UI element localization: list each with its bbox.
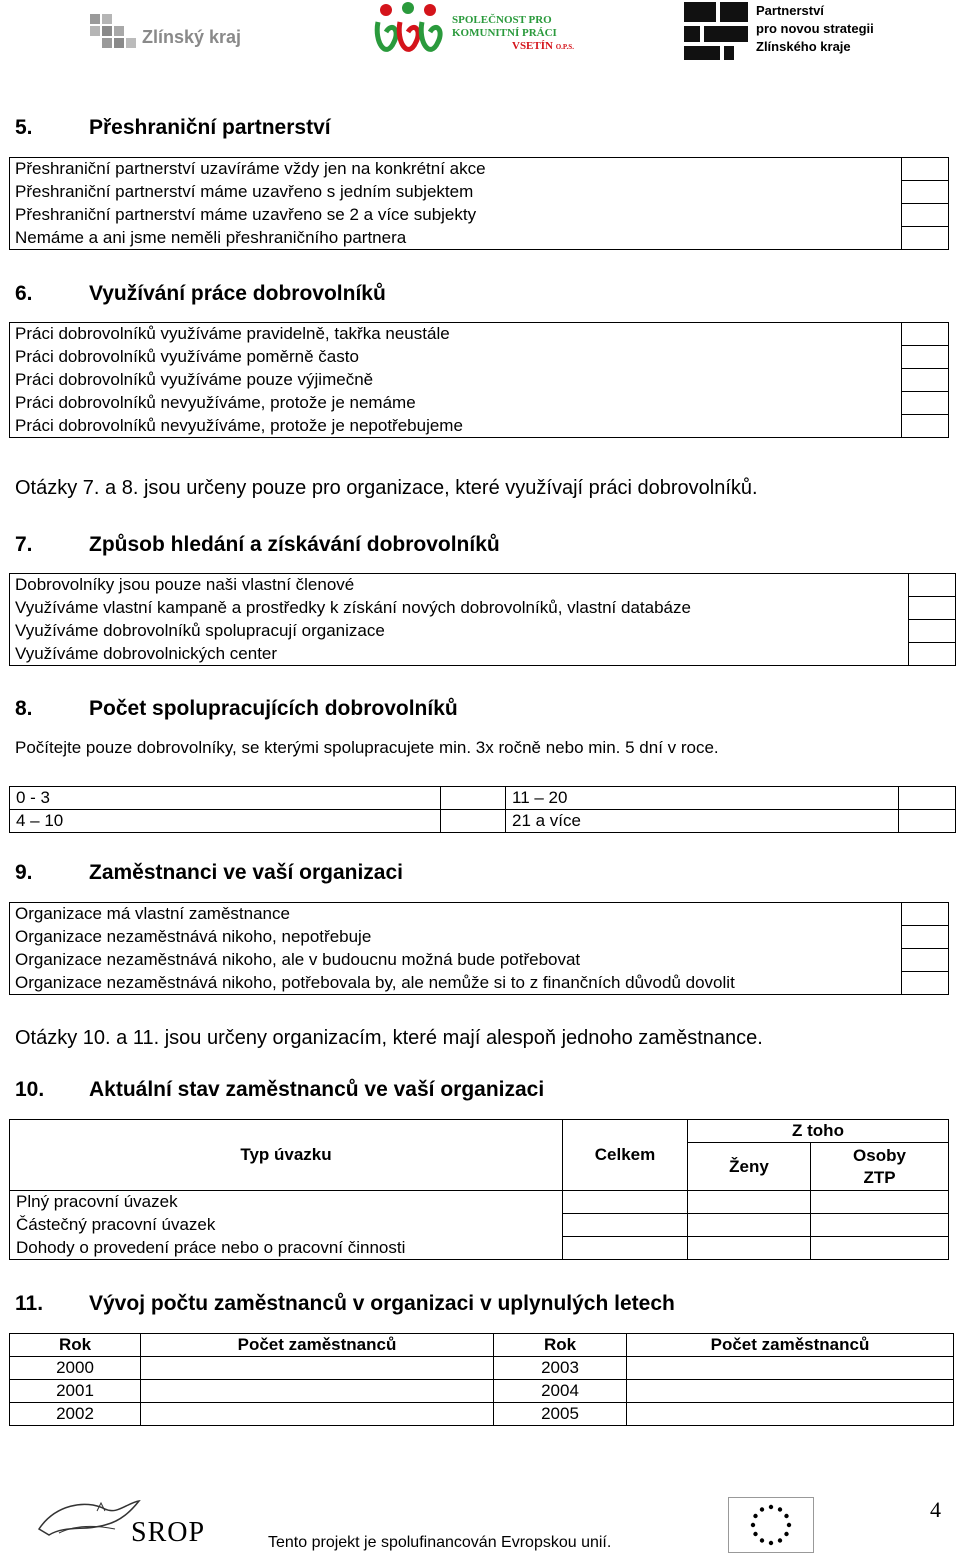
option-label: Organizace má vlastní zaměstnance <box>10 903 902 926</box>
year-cell: 2002 <box>10 1403 141 1426</box>
option-label: Přeshraniční partnerství uzavíráme vždy jen na konkrétní akce <box>10 158 902 181</box>
checkbox[interactable] <box>899 787 956 810</box>
option-label: Využíváme dobrovolnických center <box>10 643 909 666</box>
checkbox[interactable] <box>909 597 956 620</box>
section-8-note: Počítejte pouze dobrovolníky, se kterými spolupracujete min. 3x ročně nebo min. 5 dní v roce. <box>15 738 719 757</box>
col-ztp-line-1: Osoby <box>853 1145 906 1165</box>
cell-input[interactable] <box>563 1191 688 1214</box>
col-count-header: Počet zaměstnanců <box>141 1334 494 1357</box>
section-6-options <box>9 322 949 438</box>
partnerstvi-line-2: pro novou strategii <box>756 21 874 36</box>
checkbox[interactable] <box>909 643 956 666</box>
section-6-title: Využívání práce dobrovolníků <box>89 282 386 305</box>
checkbox[interactable] <box>902 204 949 227</box>
section-7-heading <box>15 533 500 557</box>
page-number: 4 <box>930 1497 941 1522</box>
range-label: 11 – 20 <box>506 787 899 810</box>
cell-input[interactable] <box>811 1214 949 1237</box>
checkbox[interactable] <box>902 181 949 204</box>
year-cell: 2001 <box>10 1380 141 1403</box>
section-10-number: 10. <box>15 1078 45 1101</box>
logo-line-4: O.P.S. <box>555 43 574 51</box>
option-label: Nemáme a ani jsme neměli přeshraničního partnera <box>10 227 902 250</box>
cell-input[interactable] <box>563 1214 688 1237</box>
partnerstvi-line-3: Zlínského kraje <box>756 39 851 54</box>
section-11-table <box>9 1333 954 1426</box>
row-label: Plný pracovní úvazek <box>10 1191 563 1214</box>
checkbox[interactable] <box>902 972 949 995</box>
option-label: Organizace nezaměstnává nikoho, ale v budoucnu možná bude potřebovat <box>10 949 902 972</box>
option-label: Přeshraniční partnerství máme uzavřeno se 2 a více subjekty <box>10 204 902 227</box>
col-ztp-header <box>811 1143 949 1191</box>
footer-text: Tento projekt je spolufinancován Evropskou unií. <box>268 1534 612 1551</box>
checkbox[interactable] <box>441 787 506 810</box>
section-10-table <box>9 1119 949 1260</box>
section-5-number: 5. <box>15 116 33 139</box>
section-11-heading <box>15 1292 675 1316</box>
srop-text: SROP <box>131 1517 206 1548</box>
section-11-number: 11. <box>15 1292 44 1315</box>
option-label: Organizace nezaměstnává nikoho, potřebovala by, ale nemůže si to z finančních důvodů dovolit <box>10 972 902 995</box>
option-label: Práci dobrovolníků využíváme pravidelně, takřka neustále <box>10 323 902 346</box>
checkbox[interactable] <box>902 369 949 392</box>
checkbox[interactable] <box>902 949 949 972</box>
section-8-table <box>9 786 956 833</box>
zlinsky-kraj-logo <box>90 12 240 52</box>
cell-input[interactable] <box>141 1403 494 1426</box>
partnerstvi-logo <box>684 2 904 62</box>
checkbox[interactable] <box>441 810 506 833</box>
section-7-title: Způsob hledání a získávání dobrovolníků <box>89 533 500 556</box>
cell-input[interactable] <box>141 1357 494 1380</box>
checkbox[interactable] <box>902 392 949 415</box>
section-8-number: 8. <box>15 697 33 720</box>
year-cell: 2000 <box>10 1357 141 1380</box>
option-label: Práci dobrovolníků nevyužíváme, protože je nepotřebujeme <box>10 415 902 438</box>
checkbox[interactable] <box>902 227 949 250</box>
logo-line-3: VSETÍN <box>512 40 553 52</box>
spolecnost-komunitni-prace-logo <box>372 2 587 68</box>
section-6-number: 6. <box>15 282 33 305</box>
cell-input[interactable] <box>688 1191 811 1214</box>
col-women-header: Ženy <box>688 1143 811 1191</box>
checkbox[interactable] <box>909 620 956 643</box>
cell-input[interactable] <box>627 1357 954 1380</box>
col-count-header: Počet zaměstnanců <box>627 1334 954 1357</box>
col-year-header: Rok <box>10 1334 141 1357</box>
year-cell: 2004 <box>494 1380 627 1403</box>
note-questions-10-11: Otázky 10. a 11. jsou určeny organizacím, které mají alespoň jednoho zaměstnance. <box>15 1027 763 1049</box>
option-label: Práci dobrovolníků využíváme pouze výjimečně <box>10 369 902 392</box>
col-type-header: Typ úvazku <box>10 1120 563 1191</box>
checkbox[interactable] <box>902 323 949 346</box>
col-ztp-line-2: ZTP <box>863 1167 896 1187</box>
option-label: Využíváme dobrovolníků spolupracují organizace <box>10 620 909 643</box>
checkbox[interactable] <box>902 415 949 438</box>
checkbox[interactable] <box>902 346 949 369</box>
option-label: Organizace nezaměstnává nikoho, nepotřebuje <box>10 926 902 949</box>
checkbox[interactable] <box>909 574 956 597</box>
srop-logo <box>35 1495 215 1553</box>
section-7-number: 7. <box>15 533 33 556</box>
checkbox[interactable] <box>902 926 949 949</box>
section-9-title: Zaměstnanci ve vaší organizaci <box>89 861 403 884</box>
option-label: Práci dobrovolníků nevyužíváme, protože je nemáme <box>10 392 902 415</box>
option-label: Přeshraniční partnerství máme uzavřeno s jedním subjektem <box>10 181 902 204</box>
row-label: Částečný pracovní úvazek <box>10 1214 563 1237</box>
cell-input[interactable] <box>627 1403 954 1426</box>
year-cell: 2003 <box>494 1357 627 1380</box>
eu-flag <box>728 1497 814 1553</box>
section-9-heading <box>15 861 403 885</box>
section-8-title: Počet spolupracujících dobrovolníků <box>89 697 458 720</box>
section-5-title: Přeshraniční partnerství <box>89 116 331 139</box>
section-10-title: Aktuální stav zaměstnanců ve vaší organizaci <box>89 1078 545 1101</box>
cell-input[interactable] <box>811 1191 949 1214</box>
section-9-number: 9. <box>15 861 33 884</box>
logo-line-1: SPOLEČNOST PRO <box>452 14 552 26</box>
cell-input[interactable] <box>627 1380 954 1403</box>
range-label: 0 - 3 <box>10 787 441 810</box>
checkbox[interactable] <box>902 158 949 181</box>
cell-input[interactable] <box>141 1380 494 1403</box>
col-year-header: Rok <box>494 1334 627 1357</box>
option-label: Dobrovolníky jsou pouze naši vlastní členové <box>10 574 909 597</box>
year-cell: 2005 <box>494 1403 627 1426</box>
checkbox[interactable] <box>902 903 949 926</box>
section-6-heading <box>15 282 386 306</box>
logo-line-2: KOMUNITNÍ PRÁCI <box>452 27 557 39</box>
row-label: Dohody o provedení práce nebo o pracovní činnosti <box>10 1237 563 1260</box>
option-label: Práci dobrovolníků využíváme poměrně často <box>10 346 902 369</box>
range-label: 21 a více <box>506 810 899 833</box>
section-8-heading <box>15 697 458 721</box>
cell-input[interactable] <box>811 1237 949 1260</box>
cell-input[interactable] <box>688 1214 811 1237</box>
cell-input[interactable] <box>563 1237 688 1260</box>
partnerstvi-line-1: Partnerství <box>756 3 824 18</box>
zlinsky-kraj-text: Zlínský kraj <box>142 27 242 47</box>
checkbox[interactable] <box>899 810 956 833</box>
note-questions-7-8: Otázky 7. a 8. jsou určeny pouze pro organizace, které využívají práci dobrovolníků. <box>15 477 758 499</box>
range-label: 4 – 10 <box>10 810 441 833</box>
section-9-options <box>9 902 949 995</box>
col-ztoho-header: Z toho <box>688 1120 949 1143</box>
col-total-header: Celkem <box>563 1120 688 1191</box>
section-11-title: Vývoj počtu zaměstnanců v organizaci v uplynulých letech <box>89 1292 675 1315</box>
section-10-heading <box>15 1078 544 1102</box>
section-5-heading <box>15 116 331 140</box>
section-7-options <box>9 573 956 666</box>
section-5-options <box>9 157 949 250</box>
option-label: Využíváme vlastní kampaně a prostředky k získání nových dobrovolníků, vlastní databáze <box>10 597 909 620</box>
cell-input[interactable] <box>688 1237 811 1260</box>
